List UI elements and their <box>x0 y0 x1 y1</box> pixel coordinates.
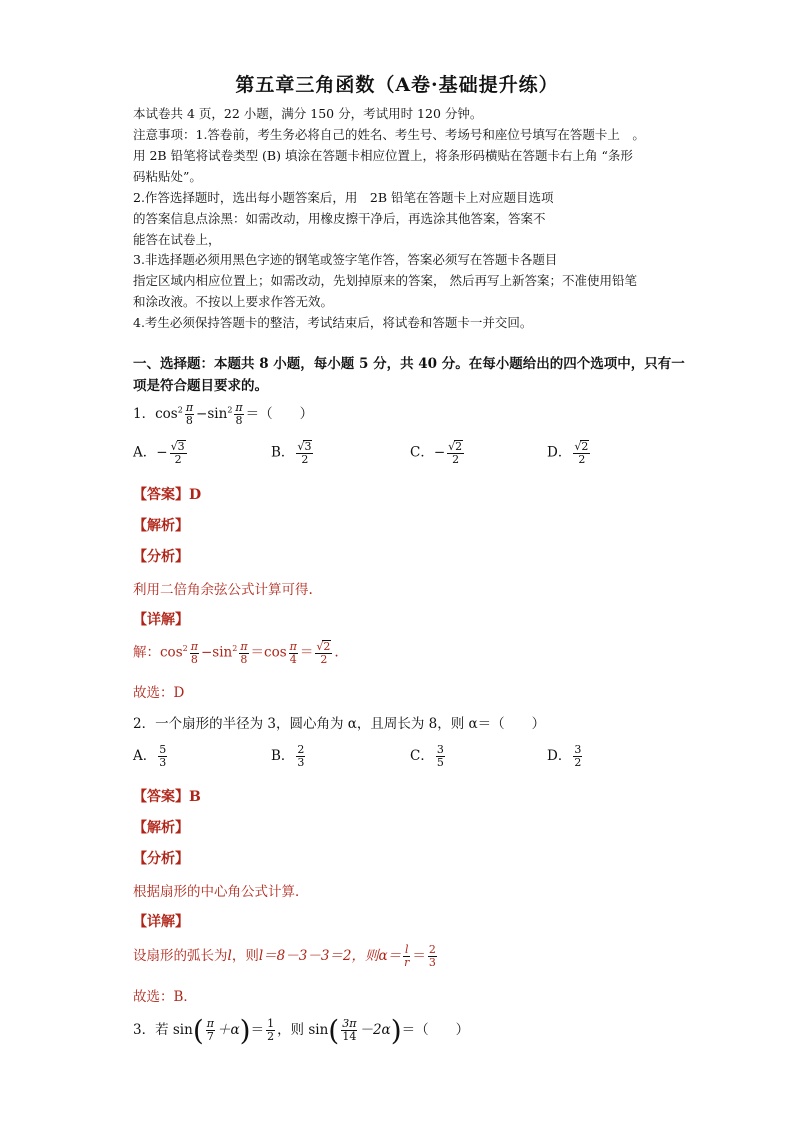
q2-option-b: B． $\frac{2}{3}$ <box>271 743 305 769</box>
intro-line-6: 的答案信息点涂黑：如需改动，用橡皮擦干净后，再选涂其他答案，答案不 <box>133 211 546 226</box>
q2-analysis-label: 【解析】 <box>133 820 189 836</box>
q1-fenxi-text: 利用二倍角余弦公式计算可得. <box>133 582 313 598</box>
intro-line-2: 注意事项：1.答卷前，考生务必将自己的姓名、考生号、考场号和座位号填写在答题卡上 。 <box>133 127 645 142</box>
intro-line-9: 指定区域内相应位置上；如需改动，先划掉原来的答案， 然后再写上新答案；不准使用铅笔 <box>133 273 637 288</box>
q1-answer: 【答案】D <box>133 487 202 503</box>
intro-line-7: 能答在试卷上， <box>133 232 221 247</box>
intro-line-5: 2.作答选择题时，选出每小题答案后，用 2B 铅笔在答题卡上对应题目选项 <box>133 190 554 205</box>
question-3-stem: 3．若 sin( $\frac{\pi}{7}$ ＋α)＝ $\frac{1}{2}$ ，则 sin( $\frac{3\pi}{14}$ －2α)＝（ ） <box>133 1014 470 1047</box>
q1-detail-text: 解：$\cos^2$ $\frac{\pi}{8}$ $-\sin^2$ $\frac{\pi}{8}$ ＝cos $\frac{\pi}{4}$ ＝ $\frac{√2}{2}$ . <box>133 639 339 666</box>
q1-detail-label: 【详解】 <box>133 612 189 628</box>
question-1-stem: 1．$\cos^2$ $\frac{\pi}{8}$ $-\sin^2$ $\frac{\pi}{8}$ ＝（ ） <box>133 401 314 427</box>
section-heading-line-1: 一、选择题：本题共 8 小题，每小题 5 分，共 40 分。在每小题给出的四个选项中，只有一 <box>133 356 685 372</box>
q1-option-c: C．− $\frac{√2}{2}$ <box>410 440 463 466</box>
page-title: 第五章三角函数（A卷·基础提升练） <box>235 74 559 96</box>
q2-option-a: A． $\frac{5}{3}$ <box>133 743 167 769</box>
q2-answer: 【答案】B <box>133 789 201 805</box>
intro-line-4: 码粘贴处”。 <box>133 169 202 184</box>
q2-option-d: D． $\frac{3}{2}$ <box>547 743 582 769</box>
q2-detail-label: 【详解】 <box>133 914 189 930</box>
q2-fenxi-text: 根据扇形的中心角公式计算． <box>133 884 309 900</box>
intro-line-11: 4.考生必须保持答题卡的整洁，考试结束后，将试卷和答题卡一并交回。 <box>133 315 533 330</box>
intro-line-3: 用 2B 铅笔将试卷类型 (B) 填涂在答题卡相应位置上，将条形码横贴在答题卡右上角 “条形 <box>133 148 633 163</box>
question-2-stem: 2．一个扇形的半径为 3，圆心角为 α，且周长为 8，则 α＝（ ） <box>133 716 546 732</box>
q1-option-d: D． $\frac{√2}{2}$ <box>547 440 589 466</box>
intro-line-8: 3.非选择题必须用黑色字迹的钢笔或签字笔作答，答案必须写在答题卡各题目 <box>133 252 558 267</box>
q1-analysis-label: 【解析】 <box>133 518 189 534</box>
intro-line-1: 本试卷共 4 页，22 小题，满分 150 分，考试用时 120 分钟。 <box>133 106 483 121</box>
q1-fenxi-label: 【分析】 <box>133 549 189 565</box>
q2-fenxi-label: 【分析】 <box>133 851 189 867</box>
q1-option-b: B． $\frac{√3}{2}$ <box>271 440 312 466</box>
section-heading-line-2: 项是符合题目要求的。 <box>133 378 268 394</box>
q1-conclusion: 故选：D <box>133 685 185 701</box>
q2-conclusion: 故选：B． <box>133 989 197 1005</box>
q2-detail-text: 设扇形的弧长为l，则l＝8－3－3＝2，则α＝ $\frac{l}{r}$ ＝ $\frac{2}{3}$ <box>133 943 436 969</box>
q1-option-a: A．− $\frac{√3}{2}$ <box>133 440 185 466</box>
intro-line-10: 和涂改液。不按以上要求作答无效。 <box>133 294 334 309</box>
q2-option-c: C． $\frac{3}{5}$ <box>410 743 444 769</box>
